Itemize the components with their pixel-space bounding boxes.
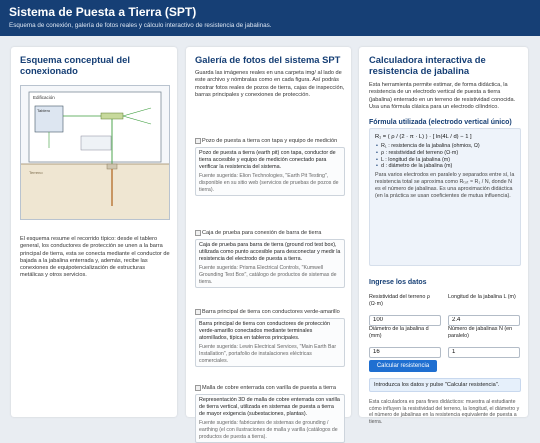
gallery-item xyxy=(195,230,345,288)
length-field-group xyxy=(448,294,520,326)
gallery-caption: Caja de prueba para barra de tierra (ground rod test box), utilizada como punto accesible para desconectar y medir la resistencia del electrodo de puesta a tierra. xyxy=(199,242,341,262)
diameter-field-group xyxy=(369,326,441,358)
calculator-panel xyxy=(359,47,528,425)
variable-item: • L : longitud de la jabalina (m) xyxy=(375,157,515,164)
formula-box xyxy=(369,128,521,266)
page-subtitle: Esquema de conexión, galería de fotos reales y cálculo interactivo de resistencia de jabalinas. xyxy=(9,22,272,29)
schematic-svg xyxy=(21,86,169,219)
broken-image-icon xyxy=(195,385,201,391)
diameter-input[interactable] xyxy=(369,347,441,358)
calculator-note: Esta calculadora es para fines didácticos: muestra al estudiante cómo influyen la resistividad del terreno, la longitud, el diámetro y el número de jabalinas en la resistencia equivalente de puesta a tierra. xyxy=(369,399,520,425)
schem-building-label: Edificación xyxy=(33,95,55,100)
gallery-item xyxy=(195,309,345,367)
gallery-source: Fuente sugerida: Elion Technologies, "Earth Pit Testing", disponible en su sitio web (servicios de pruebas de pozos de tierra). xyxy=(199,173,339,193)
formula-note: Para varios electrodos en paralelo y separados entre sí, la resistencia total se aproxima como Rₜₒₜ ≈ R₁ / N, donde N es el número de jabalinas. Es una aproximación didáctica (en la práctica se usan coeficientes de mutua influencia). xyxy=(375,172,515,199)
variables-list xyxy=(375,143,515,170)
result-box: Introduzca los datos y pulse "Calcular resistencia". xyxy=(369,378,521,392)
count-field-group xyxy=(448,326,520,358)
calculate-button[interactable]: Calcular resistencia xyxy=(369,360,437,372)
inputs-title: Ingrese los datos xyxy=(369,279,427,286)
schem-panel-label: Tablero xyxy=(37,108,51,113)
gallery-source: Fuente sugerida: Lewin Electrical Services, "Main Earth Bar Installation", portafolio de instalaciones eléctricas comerciales. xyxy=(199,344,337,364)
gallery-intro: Guarda las imágenes reales en una carpeta img/ al lado de este archivo y nómbralas como en cada figura. Así podrás mostrar fotos reales de pozos de tierra, cajas de inspección, barras principales y conexiones de protección. xyxy=(195,70,345,98)
gallery-caption: Representación 3D de malla de cobre enterrada con varilla de tierra vertical, utilizada en sistemas de puesta a tierra de mayor exigencia (subestaciones, plantas). xyxy=(199,397,340,417)
gallery-image-placeholder: Caja de prueba para conexión de barra de tierra xyxy=(195,230,345,237)
calculator-intro: Esta herramienta permite estimar, de forma didáctica, la resistencia de un electrodo vertical de puesta a tierra (jabalina) enterrado en un terreno de resistividad conocida. Usa una fórmula clásica para un electrodo cilíndrico. xyxy=(369,82,516,110)
schematic-panel xyxy=(11,47,177,417)
length-label: Longitud de la jabalina L (m) xyxy=(448,294,516,300)
variable-item: • ρ : resistividad del terreno (Ω·m) xyxy=(375,150,515,157)
diameter-label: Diámetro de la jabalina d (mm) xyxy=(369,326,429,339)
gallery-caption-box xyxy=(195,318,345,367)
gallery-image-placeholder: Malla de cobre enterrada con varilla de puesta a tierra xyxy=(195,385,345,392)
variable-item: • d : diámetro de la jabalina (m) xyxy=(375,163,515,170)
gallery-source: Fuente sugerida: Prisma Electrical Controls, "Kumwell Grounding Test Box", catálogo de productos de sistemas de tierra. xyxy=(199,265,337,285)
broken-image-icon xyxy=(195,230,201,236)
broken-image-icon xyxy=(195,309,201,315)
formula-equation: R₁ = ( ρ / (2 · π · L) ) · [ ln(4L / d) − 1 ] xyxy=(375,134,472,140)
broken-image-icon xyxy=(195,138,201,144)
variable-item: • R₁ : resistencia de la jabalina (ohmios, Ω) xyxy=(375,143,515,150)
gallery-item xyxy=(195,138,345,196)
schematic-description: El esquema resume el recorrido típico: desde el tablero general, los conductores de protección se unen a la barra principal de tierra, esta se conecta mediante el conductor de bajada a la jabalina enterrada y, además, recibe las conexiones de equipotencialización de estructuras metálicas y otros servicios. xyxy=(20,236,170,279)
resistivity-field-group xyxy=(369,294,441,326)
calculator-title: Calculadora interactiva de resistencia de jabalina xyxy=(369,54,486,76)
gallery-panel xyxy=(186,47,351,440)
resistivity-input[interactable] xyxy=(369,315,441,326)
gallery-image-placeholder: Barra principal de tierra con conductores verde-amarillo xyxy=(195,309,345,316)
gallery-caption-box xyxy=(195,147,345,196)
gallery-caption: Pozo de puesta a tierra (earth pit) con tapa, conductor de tierra accesible y equipo de medición conectado para verificar la resistencia del sistema. xyxy=(199,150,336,170)
resistivity-label: Resistividad del terreno ρ (Ω·m) xyxy=(369,294,430,307)
formula-title: Fórmula utilizada (electrodo vertical único) xyxy=(369,119,512,126)
schematic-title: Esquema conceptual del conexionado xyxy=(20,54,130,76)
gallery-item xyxy=(195,385,345,443)
gallery-title: Galería de fotos del sistema SPT xyxy=(195,54,341,65)
schematic-diagram xyxy=(20,85,170,220)
count-label: Número de jabalinas N (en paralelo) xyxy=(448,326,513,339)
gallery-source: Fuente sugerida: fabricantes de sistemas de grounding / earthing (el con ilustraciones de malla y varilla (catálogos de productos de puesta a tierra). xyxy=(199,420,338,440)
gallery-caption-box xyxy=(195,239,345,288)
schem-terrain-label: Terreno xyxy=(29,170,43,175)
count-input[interactable] xyxy=(448,347,520,358)
app-header xyxy=(0,0,540,36)
length-input[interactable] xyxy=(448,315,520,326)
gallery-caption-box xyxy=(195,394,345,443)
page-title: Sistema de Puesta a Tierra (SPT) xyxy=(9,5,197,19)
gallery-caption: Barra principal de tierra con conductores de protección verde-amarillo conectados mediante terminales atornillados, típica en tableros principales. xyxy=(199,321,330,341)
gallery-image-placeholder: Pozo de puesta a tierra con tapa y equipo de medición xyxy=(195,138,345,145)
